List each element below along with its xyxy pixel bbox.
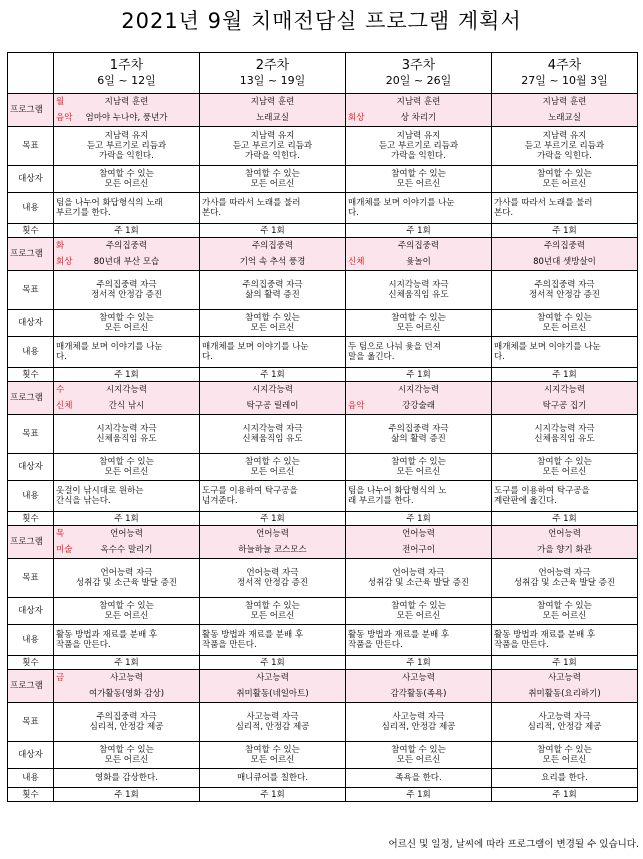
program-activity: [54, 686, 199, 702]
content-row: [8, 193, 638, 224]
program-activity: [54, 254, 199, 270]
program-area: [346, 670, 491, 686]
row-label-content: 내용: [8, 193, 54, 224]
program-activity-text: 상 차리기: [400, 113, 437, 123]
content-row: [8, 625, 638, 656]
program-area-text: 지남력 훈련: [542, 97, 587, 107]
day-tag: 월: [56, 97, 65, 107]
program-area-text: 시지각능력: [251, 385, 294, 395]
program-area: [492, 382, 637, 398]
week-title: 4주차: [547, 58, 582, 73]
content-cell: 활동 방법과 재료를 분배 후 작품을 만든다.: [200, 625, 346, 656]
program-cell: [492, 526, 638, 559]
goal-row: [8, 271, 638, 310]
count-cell: 주 1회: [54, 788, 200, 802]
program-cell: [346, 670, 492, 703]
program-cell: [200, 670, 346, 703]
row-label-count: 횟수: [8, 656, 54, 670]
program-activity-text: 80년대 셋방살이: [533, 257, 596, 267]
program-area-text: 지남력 훈련: [104, 97, 149, 107]
goal-cell: 언어능력 자극 성취감 및 소근육 발달 증진: [346, 559, 492, 598]
day-tag: 금: [56, 673, 65, 683]
program-area-text: 주의집중력: [105, 241, 148, 251]
day-tag: 수: [56, 385, 65, 395]
goal-cell: 사고능력 자극 심리적, 안정감 제공: [346, 703, 492, 742]
program-activity-text: 탁구공 릴레이: [246, 401, 299, 411]
content-cell: 도구를 이용하여 탁구공을 넘겨준다.: [200, 481, 346, 512]
target-cell: 참여할 수 있는 모든 어르신: [200, 454, 346, 481]
target-row: [8, 598, 638, 625]
program-area-text: 사고능력: [402, 673, 435, 683]
count-cell: 주 1회: [200, 656, 346, 670]
program-row: [8, 238, 638, 271]
row-label-goal: 목표: [8, 271, 54, 310]
program-cell: [200, 526, 346, 559]
content-cell: 매니큐어를 칠한다.: [200, 769, 346, 788]
content-cell: 팀을 나누어 화답형식의 노 래 부르기를 한다.: [346, 481, 492, 512]
program-cell: [54, 526, 200, 559]
target-cell: 참여할 수 있는 모든 어르신: [200, 310, 346, 337]
target-cell: 참여할 수 있는 모든 어르신: [492, 166, 638, 193]
footer-note: 어르신 및 일정, 날씨에 따라 프로그램이 변경될 수 있습니다.: [388, 839, 639, 850]
program-row: [8, 670, 638, 703]
program-cell: [492, 94, 638, 127]
program-activity: [346, 686, 491, 702]
program-cell: [492, 238, 638, 271]
corner-cell: [8, 53, 54, 94]
count-cell: 주 1회: [346, 224, 492, 238]
goal-cell: 지남력 유지 듣고 부르기로 리듬과 가락을 익힌다.: [54, 127, 200, 166]
goal-cell: 언어능력 자극 정서적 안정감 증진: [200, 559, 346, 598]
row-label-target: 대상자: [8, 310, 54, 337]
target-cell: 참여할 수 있는 모든 어르신: [200, 742, 346, 769]
program-cell: [346, 382, 492, 415]
program-activity: [492, 542, 637, 558]
count-cell: 주 1회: [54, 656, 200, 670]
goal-cell: 사고능력 자극 심리적, 안정감 제공: [492, 703, 638, 742]
program-activity-text: 가을 향기 화관: [537, 545, 592, 555]
program-activity: [492, 254, 637, 270]
count-cell: 주 1회: [492, 788, 638, 802]
row-label-content: 내용: [8, 625, 54, 656]
program-cell: [346, 94, 492, 127]
program-activity-text: 노래교실: [548, 113, 581, 123]
content-cell: 매개체를 보며 이야기를 나눈 다.: [492, 337, 638, 368]
content-cell: 족욕을 한다.: [346, 769, 492, 788]
category-tag: 미술: [56, 545, 73, 555]
row-label-target: 대상자: [8, 742, 54, 769]
content-cell: 가사를 따라서 노래를 불러 본다.: [492, 193, 638, 224]
goal-cell: 시지각능력 자극 신체움직임 유도: [492, 415, 638, 454]
target-cell: 참여할 수 있는 모든 어르신: [346, 166, 492, 193]
row-label-count: 횟수: [8, 788, 54, 802]
goal-cell: 시지각능력 자극 신체움직임 유도: [54, 415, 200, 454]
row-label-goal: 목표: [8, 559, 54, 598]
goal-cell: 언어능력 자극 성취감 및 소근육 발달 증진: [492, 559, 638, 598]
program-activity: [54, 398, 199, 414]
target-cell: 참여할 수 있는 모든 어르신: [492, 310, 638, 337]
count-cell: 주 1회: [346, 368, 492, 382]
week-date: 13일 ~ 19일: [239, 74, 306, 87]
content-cell: 요리를 한다.: [492, 769, 638, 788]
program-activity-text: 여가활동(영화 감상): [88, 689, 165, 699]
program-activity-text: 감각활동(족욕): [390, 689, 447, 699]
content-cell: 가사를 따라서 노래를 불러 본다.: [200, 193, 346, 224]
category-tag: 회상: [56, 257, 73, 267]
program-activity: [492, 110, 637, 126]
goal-cell: 지남력 유지 듣고 부르기로 리듬과 가락을 익힌다.: [346, 127, 492, 166]
target-cell: 참여할 수 있는 모든 어르신: [200, 166, 346, 193]
program-activity: [200, 254, 345, 270]
row-label-program: 프로그램: [8, 526, 54, 559]
week-header: [346, 53, 492, 94]
program-activity: [54, 542, 199, 558]
target-cell: 참여할 수 있는 모든 어르신: [200, 598, 346, 625]
program-area: [200, 94, 345, 110]
row-label-count: 횟수: [8, 224, 54, 238]
program-activity: [200, 110, 345, 126]
program-cell: [54, 382, 200, 415]
count-cell: 주 1회: [54, 224, 200, 238]
content-row: [8, 769, 638, 788]
count-cell: 주 1회: [492, 512, 638, 526]
goal-cell: 시지각능력 자극 신체움직임 유도: [200, 415, 346, 454]
program-row: [8, 382, 638, 415]
program-area: [200, 382, 345, 398]
program-cell: [54, 94, 200, 127]
count-cell: 주 1회: [492, 224, 638, 238]
count-cell: 주 1회: [346, 656, 492, 670]
goal-cell: 주의집중력 자극 정서적 안정감 증진: [54, 271, 200, 310]
program-area: [492, 238, 637, 254]
goal-cell: 주의집중력 자극 삶의 활력 증진: [346, 415, 492, 454]
count-cell: 주 1회: [492, 656, 638, 670]
content-cell: 활동 방법과 재료를 분배 후 작품을 만든다.: [54, 625, 200, 656]
program-activity-text: 강강술래: [402, 401, 435, 411]
count-cell: 주 1회: [200, 224, 346, 238]
content-cell: 매개체를 보며 이야기를 나눈 다.: [54, 337, 200, 368]
target-cell: 참여할 수 있는 모든 어르신: [346, 310, 492, 337]
content-cell: 도구를 이용하여 탁구공을 계란판에 옮긴다.: [492, 481, 638, 512]
program-area-text: 언어능력: [402, 529, 435, 539]
program-area: [346, 238, 491, 254]
goal-cell: 사고능력 자극 심리적, 안정감 제공: [200, 703, 346, 742]
program-area-text: 사고능력: [110, 673, 143, 683]
goal-cell: 지남력 유지 듣고 부르기로 리듬과 가락을 익힌다.: [492, 127, 638, 166]
program-area-text: 주의집중력: [251, 241, 294, 251]
goal-cell: 언어능력 자극 성취감 및 소근육 발달 증진: [54, 559, 200, 598]
program-activity-text: 취미활동(요리하기): [528, 689, 601, 699]
category-tag: 음악: [348, 401, 365, 411]
week-title: 2주차: [255, 58, 290, 73]
target-cell: 참여할 수 있는 모든 어르신: [54, 310, 200, 337]
program-activity: [200, 542, 345, 558]
count-cell: 주 1회: [346, 512, 492, 526]
target-cell: 참여할 수 있는 모든 어르신: [346, 454, 492, 481]
row-label-count: 횟수: [8, 512, 54, 526]
week-date: 6일 ~ 12일: [97, 74, 156, 87]
target-row: [8, 166, 638, 193]
program-activity: [346, 254, 491, 270]
row-label-content: 내용: [8, 337, 54, 368]
program-activity-text: 엄마야 누나야, 풍년가: [85, 113, 168, 123]
content-row: [8, 337, 638, 368]
program-area: [54, 94, 199, 110]
category-tag: 신체: [348, 257, 365, 267]
program-area: [492, 526, 637, 542]
count-cell: 주 1회: [200, 512, 346, 526]
target-cell: 참여할 수 있는 모든 어르신: [54, 454, 200, 481]
content-cell: 활동 방법과 재료를 분배 후 작품을 만든다.: [346, 625, 492, 656]
content-cell: 매개체를 보며 이야기를 나눈 다.: [346, 193, 492, 224]
program-area-text: 시지각능력: [543, 385, 586, 395]
program-activity-text: 탁구공 집기: [542, 401, 587, 411]
program-activity: [492, 398, 637, 414]
program-area-text: 주의집중력: [397, 241, 440, 251]
program-area: [54, 526, 199, 542]
program-activity: [346, 542, 491, 558]
count-row: [8, 368, 638, 382]
goal-cell: 주의집중력 자극 삶의 활력 증진: [200, 271, 346, 310]
content-cell: 영화를 감상한다.: [54, 769, 200, 788]
program-area: [54, 238, 199, 254]
program-area-text: 지남력 훈련: [250, 97, 295, 107]
goal-cell: 지남력 유지 듣고 부르기로 리듬과 가락을 익힌다.: [200, 127, 346, 166]
target-cell: 참여할 수 있는 모든 어르신: [492, 454, 638, 481]
program-area-text: 시지각능력: [397, 385, 440, 395]
program-area-text: 지남력 훈련: [396, 97, 441, 107]
program-activity: [346, 398, 491, 414]
count-cell: 주 1회: [54, 368, 200, 382]
goal-cell: 주의집중력 자극 정서적 안정감 증진: [492, 271, 638, 310]
count-cell: 주 1회: [200, 788, 346, 802]
target-cell: 참여할 수 있는 모든 어르신: [54, 742, 200, 769]
target-cell: 참여할 수 있는 모든 어르신: [54, 166, 200, 193]
row-label-content: 내용: [8, 481, 54, 512]
content-cell: 옷걸이 낚시대로 원하는 간식을 낚는다.: [54, 481, 200, 512]
week-date: 20일 ~ 26일: [385, 74, 452, 87]
goal-row: [8, 559, 638, 598]
count-cell: 주 1회: [492, 368, 638, 382]
program-activity: [492, 686, 637, 702]
program-activity: [200, 398, 345, 414]
count-row: [8, 224, 638, 238]
program-area: [200, 670, 345, 686]
count-cell: 주 1회: [54, 512, 200, 526]
program-activity: [54, 110, 199, 126]
program-cell: [200, 382, 346, 415]
category-tag: 신체: [56, 401, 73, 411]
goal-cell: 주의집중력 자극 심리적, 안정감 제공: [54, 703, 200, 742]
program-activity-text: 기억 속 추석 풍경: [239, 257, 306, 267]
row-label-target: 대상자: [8, 166, 54, 193]
content-cell: 팀을 나누어 화답형식의 노래 부르기를 한다.: [54, 193, 200, 224]
week-date: 27일 ~ 10월 3일: [521, 74, 608, 87]
target-cell: 참여할 수 있는 모든 어르신: [492, 598, 638, 625]
program-cell: [54, 670, 200, 703]
program-area-text: 사고능력: [548, 673, 581, 683]
count-row: [8, 512, 638, 526]
row-label-target: 대상자: [8, 454, 54, 481]
row-label-program: 프로그램: [8, 94, 54, 127]
program-area: [200, 238, 345, 254]
page-title: 2021년 9월 치매전담실 프로그램 계획서: [121, 9, 522, 33]
program-cell: [346, 526, 492, 559]
target-cell: 참여할 수 있는 모든 어르신: [346, 598, 492, 625]
content-cell: 두 팀으로 나눠 윷을 던져 말을 옮긴다.: [346, 337, 492, 368]
program-cell: [54, 238, 200, 271]
day-tag: 화: [56, 241, 65, 251]
program-area: [346, 526, 491, 542]
program-cell: [200, 238, 346, 271]
program-activity: [200, 686, 345, 702]
program-cell: [346, 238, 492, 271]
content-row: [8, 481, 638, 512]
table-body: [8, 94, 638, 802]
week-title: 3주차: [401, 58, 436, 73]
content-cell: 매개체를 보며 이야기를 나눈 다.: [200, 337, 346, 368]
program-area-text: 사고능력: [256, 673, 289, 683]
program-activity-text: 전어구이: [402, 545, 435, 555]
count-cell: 주 1회: [346, 788, 492, 802]
row-label-target: 대상자: [8, 598, 54, 625]
week-header: [492, 53, 638, 94]
row-label-program: 프로그램: [8, 238, 54, 271]
week-header-row: [8, 53, 638, 94]
program-cell: [200, 94, 346, 127]
count-row: [8, 656, 638, 670]
program-activity-text: 옥수수 말리기: [100, 545, 153, 555]
target-cell: 참여할 수 있는 모든 어르신: [54, 598, 200, 625]
week-header: [54, 53, 200, 94]
week-header: [200, 53, 346, 94]
program-area: [200, 526, 345, 542]
program-area: [54, 382, 199, 398]
count-row: [8, 788, 638, 802]
program-activity-text: 간식 낚시: [108, 401, 145, 411]
program-plan-table: [7, 52, 638, 802]
program-area: [54, 670, 199, 686]
row-label-goal: 목표: [8, 127, 54, 166]
target-cell: 참여할 수 있는 모든 어르신: [346, 742, 492, 769]
row-label-goal: 목표: [8, 415, 54, 454]
target-row: [8, 454, 638, 481]
program-area-text: 시지각능력: [105, 385, 148, 395]
category-tag: 음악: [56, 113, 73, 123]
content-cell: 활동 방법과 재료를 분배 후 작품을 만든다.: [492, 625, 638, 656]
goal-row: [8, 703, 638, 742]
program-activity: [346, 110, 491, 126]
program-area: [492, 670, 637, 686]
row-label-goal: 목표: [8, 703, 54, 742]
program-row: [8, 526, 638, 559]
program-area: [346, 94, 491, 110]
program-area-text: 주의집중력: [543, 241, 586, 251]
row-label-program: 프로그램: [8, 382, 54, 415]
program-cell: [492, 670, 638, 703]
goal-row: [8, 415, 638, 454]
program-area-text: 언어능력: [110, 529, 143, 539]
program-activity-text: 윷놀이: [406, 257, 431, 267]
program-area: [346, 382, 491, 398]
week-title: 1주차: [109, 58, 144, 73]
program-activity-text: 취미활동(네일아트): [236, 689, 309, 699]
goal-row: [8, 127, 638, 166]
target-cell: 참여할 수 있는 모든 어르신: [492, 742, 638, 769]
row-label-count: 횟수: [8, 368, 54, 382]
row-label-program: 프로그램: [8, 670, 54, 703]
program-cell: [492, 382, 638, 415]
day-tag: 목: [56, 529, 65, 539]
category-tag: 회상: [348, 113, 365, 123]
program-activity-text: 80년대 부산 모습: [93, 257, 160, 267]
program-area-text: 언어능력: [256, 529, 289, 539]
program-area: [492, 94, 637, 110]
program-activity-text: 노래교실: [256, 113, 289, 123]
count-cell: 주 1회: [200, 368, 346, 382]
program-row: [8, 94, 638, 127]
target-row: [8, 742, 638, 769]
program-area-text: 언어능력: [548, 529, 581, 539]
goal-cell: 시지각능력 자극 신체움직임 유도: [346, 271, 492, 310]
row-label-content: 내용: [8, 769, 54, 788]
target-row: [8, 310, 638, 337]
program-activity-text: 하늘하늘 코스모스: [238, 545, 307, 555]
